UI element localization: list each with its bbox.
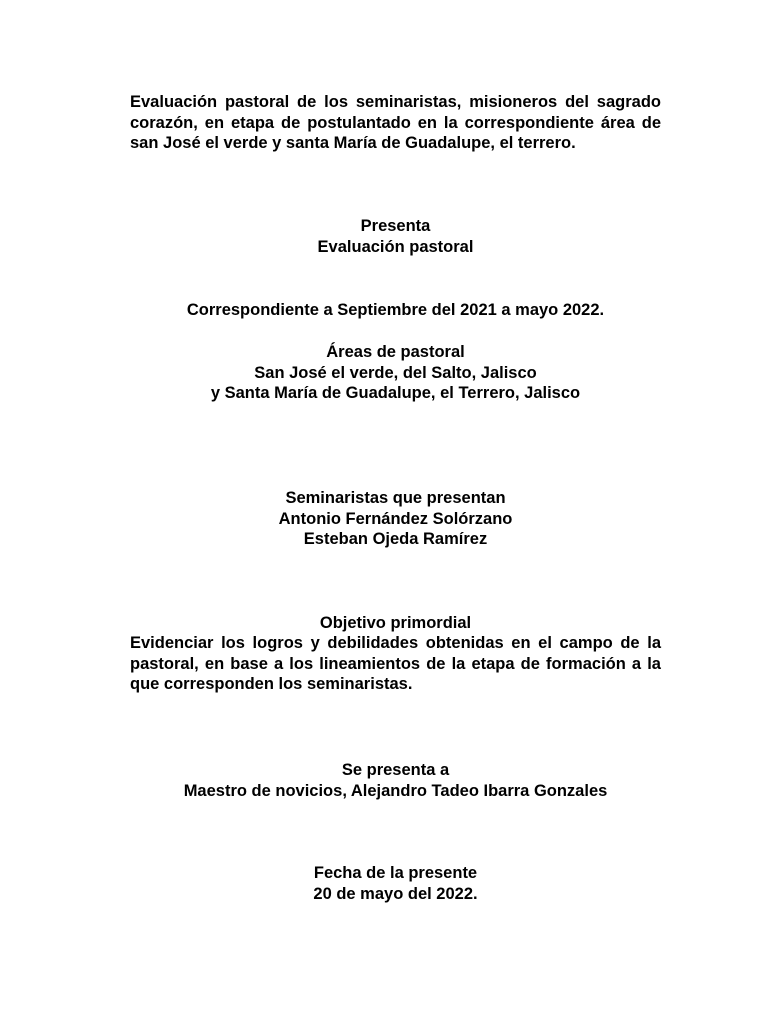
date-section xyxy=(130,863,661,904)
presenta-heading: Presenta xyxy=(360,217,431,235)
seminarians-heading: Seminaristas que presentan xyxy=(285,489,506,507)
presenta-subtitle: Evaluación pastoral xyxy=(317,237,474,256)
intro-paragraph: Evaluación pastoral de los seminaristas, misioneros del sagrado corazón, en etapa de postulantado en la correspondiente área de san José el verde y santa María de Guadalupe, el terrero. xyxy=(130,93,661,152)
areas-section xyxy=(130,342,661,404)
seminarian-name-2: Esteban Ojeda Ramírez xyxy=(303,530,488,548)
presented-to-section xyxy=(130,760,661,801)
areas-heading: Áreas de pastoral xyxy=(326,343,465,361)
seminarians-section xyxy=(130,488,661,550)
date-heading: Fecha de la presente xyxy=(313,864,478,882)
date-value: 20 de mayo del 2022. xyxy=(313,884,478,903)
areas-line-1: San José el verde, del Salto, Jalisco xyxy=(254,363,537,382)
seminarian-name-1: Antonio Fernández Solórzano xyxy=(278,509,513,528)
period-text: Correspondiente a Septiembre del 2021 a mayo 2022. xyxy=(186,301,605,319)
areas-line-2: y Santa María de Guadalupe, el Terrero, Jalisco xyxy=(210,384,581,402)
presenta-section xyxy=(130,216,661,257)
presented-to-heading: Se presenta a xyxy=(341,761,450,779)
objective-text: Evidenciar los logros y debilidades obtenidas en el campo de la pastoral, en base a los lineamientos de la etapa de formación a la que corresponden los seminaristas. xyxy=(130,634,661,693)
objective-heading: Objetivo primordial xyxy=(319,614,472,632)
presented-to-recipient: Maestro de novicios, Alejandro Tadeo Ibarra Gonzales xyxy=(183,781,608,800)
